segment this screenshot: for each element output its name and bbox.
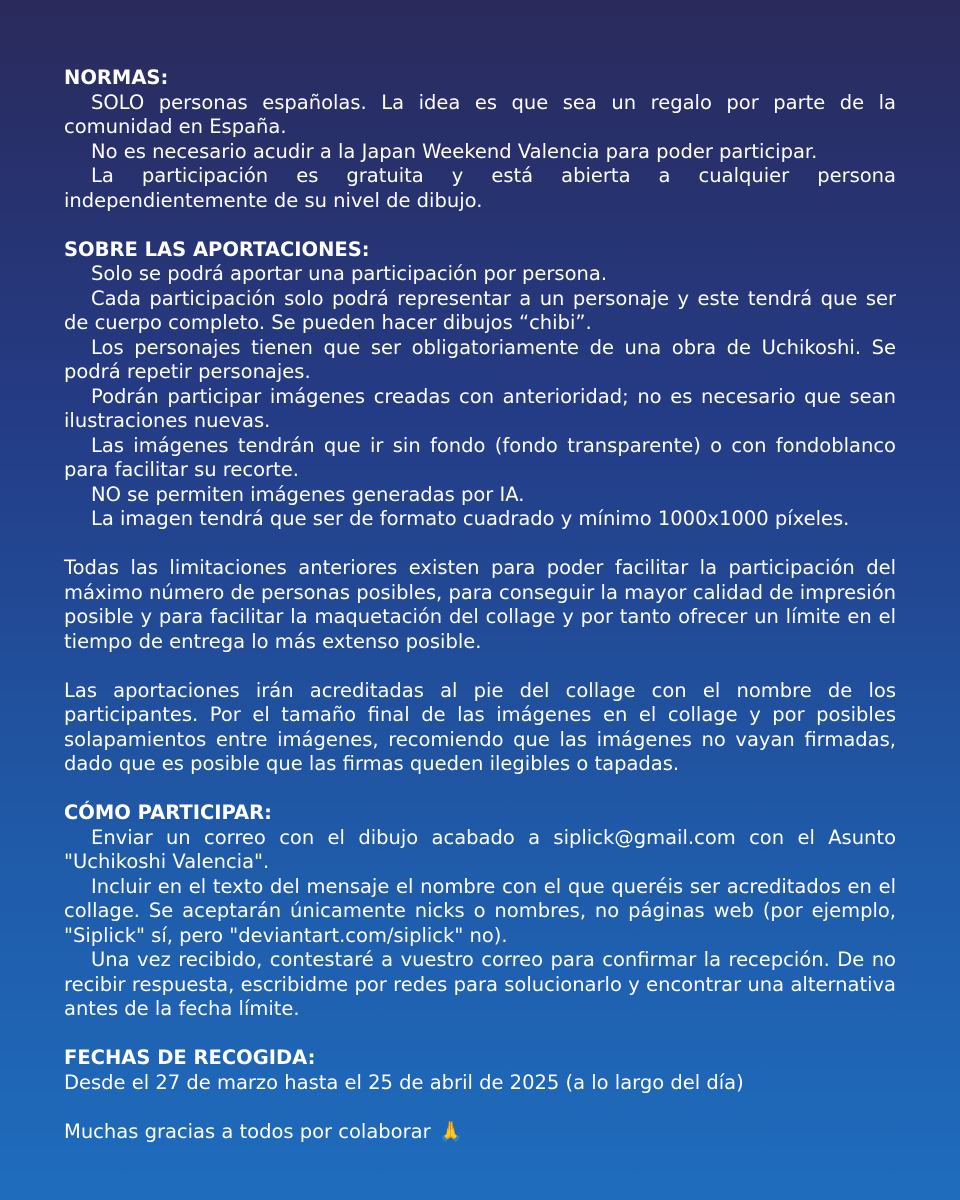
limitaciones-paragraph: Todas las limitaciones anteriores existen para poder facilitar la participación del máximo número de personas posibles, para conseguir la mayor calidad de impresión posible y para facilitar la maquetación del collage y por tanto ofrecer un límite en el tiempo de entrega lo más extenso posible. — [64, 556, 896, 653]
normas-item: La participación es gratuita y está abierta a cualquier persona independientemente de su nivel de dibujo. — [64, 164, 896, 212]
normas-item: SOLO personas españolas. La idea es que sea un regalo por parte de la comunidad en España. — [64, 90, 896, 138]
gracias-line — [64, 1120, 896, 1145]
normas-heading: NORMAS: — [64, 66, 169, 89]
normas-item: No es necesario acudir a la Japan Weekend Valencia para poder participar. — [91, 139, 818, 163]
aportaciones-item: NO se permiten imágenes generadas por IA. — [91, 482, 525, 506]
fechas-text: Desde el 27 de marzo hasta el 25 de abril de 2025 (a lo largo del día) — [64, 1070, 744, 1094]
fechas-heading: FECHAS DE RECOGIDA: — [64, 1046, 316, 1069]
aportaciones-item: La imagen tendrá que ser de formato cuadrado y mínimo 1000x1000 píxeles. — [91, 507, 850, 530]
aportaciones-item: Solo se podrá aportar una participación por persona. — [91, 262, 608, 285]
gracias-section — [64, 1120, 896, 1145]
participar-item: Enviar un correo con el dibujo acabado a siplick@gmail.com con el Asunto "Uchikoshi Valencia". — [64, 825, 896, 873]
aportaciones-heading: SOBRE LAS APORTACIONES: — [64, 237, 370, 261]
aportaciones-item: Cada participación solo podrá representar a un personaje y este tendrá que ser de cuerpo completo. Se pueden hacer dibujos “chibi”. — [64, 286, 896, 334]
participar-item: Una vez recibido, contestaré a vuestro correo para confirmar la recepción. De no recibir respuesta, escribidme por redes para solucionarlo y encontrar una alternativa antes de la fecha límite. — [64, 948, 896, 1020]
aportaciones-item: Los personajes tienen que ser obligatoriamente de una obra de Uchikoshi. Se podrá repetir personajes. — [64, 335, 896, 383]
gracias-text: Muchas gracias a todos por colaborar — [64, 1119, 431, 1143]
aportaciones-item: Podrán participar imágenes creadas con anterioridad; no es necesario que sean ilustraciones nuevas. — [64, 384, 896, 432]
folded-hands-icon: 🙏 — [438, 1119, 463, 1143]
participar-item: Incluir en el texto del mensaje el nombre con el que queréis ser acreditados en el collage. Se aceptarán únicamente nicks o nombres, no páginas web (por ejemplo, "Siplick" sí, pero "deviantart.com/siplick" no). — [64, 874, 896, 947]
participar-section — [64, 801, 896, 1022]
limitaciones-section — [64, 556, 896, 654]
acreditacion-paragraph: Las aportaciones irán acreditadas al pie del collage con el nombre de los participantes. Por el tamaño final de las imágenes en el collage y por posibles solapamientos entre imágenes, recomiendo que las imágenes no vayan firmadas, dado que es posible que las firmas queden ilegibles o tapadas. — [64, 678, 896, 775]
aportaciones-section — [64, 238, 896, 532]
participar-heading: CÓMO PARTICIPAR: — [64, 801, 272, 824]
aportaciones-item: Las imágenes tendrán que ir sin fondo (fondo transparente) o con fondoblanco para facilitar su recorte. — [64, 433, 896, 481]
fechas-section — [64, 1046, 896, 1095]
acreditacion-section — [64, 679, 896, 777]
normas-section — [64, 66, 896, 213]
document-page — [64, 66, 896, 1169]
